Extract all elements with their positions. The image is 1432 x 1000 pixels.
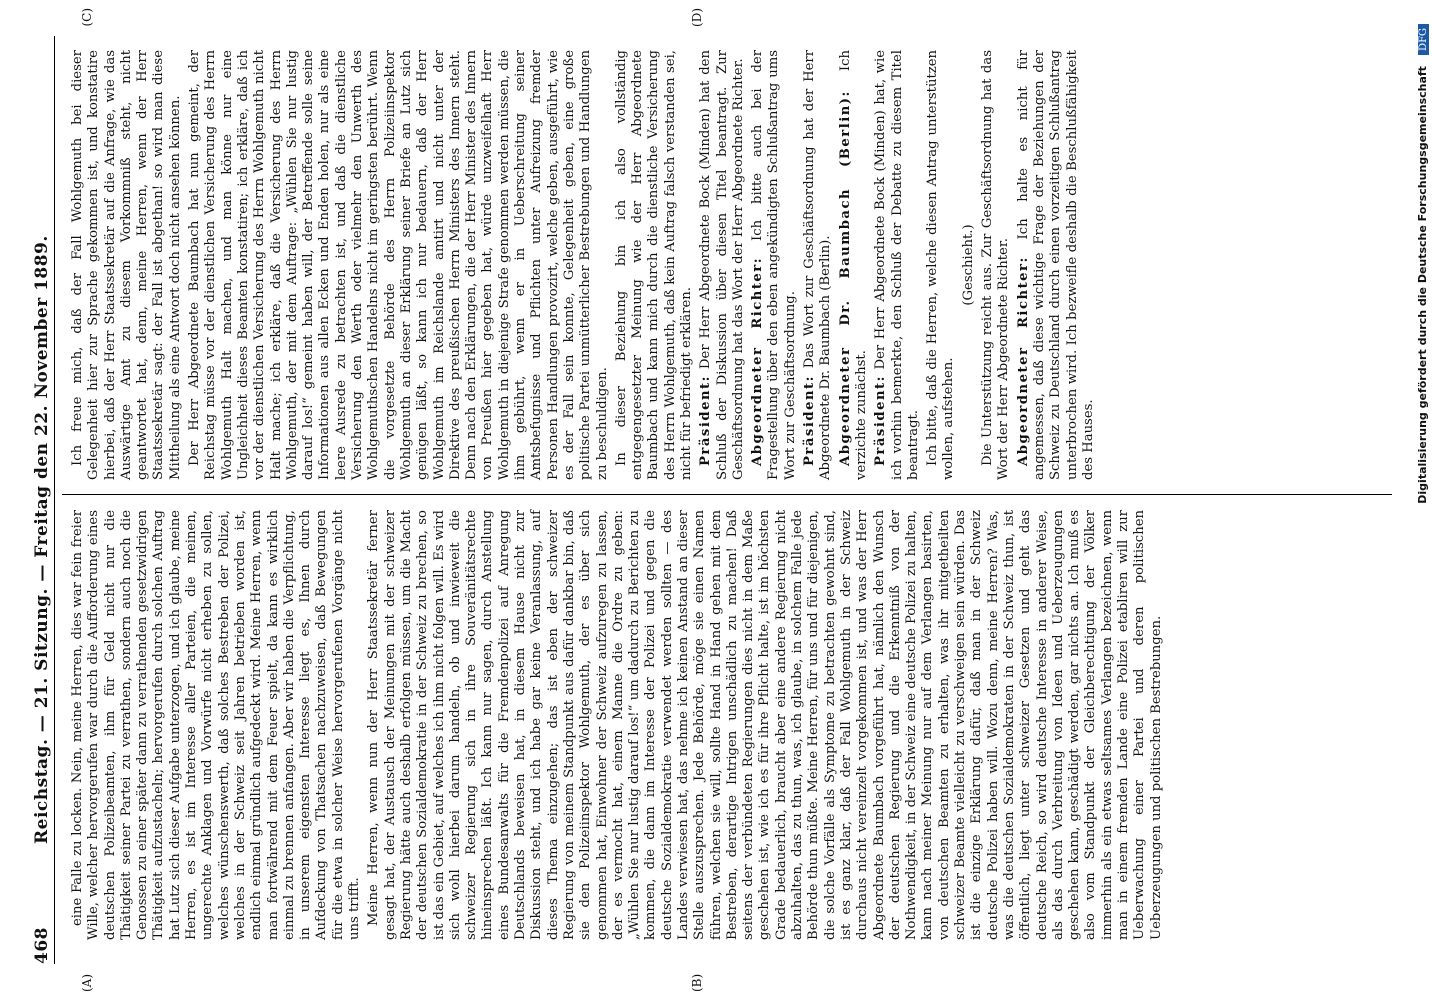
dfg-logo: DFG: [1418, 24, 1429, 55]
right-paragraph: Ich freue mich, daß der Fall Wohlgemuth bei dieser Gelegenheit hier zur Sprache gekommen ist, und konstatire hierbei, daß der Herr Staatssekretär auf die Anfrage, wie das Auswärtige Amt zu diesem Vorkommniß steht, nicht geantwortet hat, denn, meine Herren, wenn der Herr Staatssekretär sagt: der Fall ist abgethan! so wird man diese Mittheilung als eine Antwort doch nicht ansehen können.: [70, 50, 183, 480]
column-divider: [62, 494, 1392, 495]
speech-text: Das Wort zur Geschäftsordnung hat der Herr Abgeordnete Dr. Baumbach (Berlin).: [802, 50, 834, 480]
left-column: [70, 510, 1168, 940]
speech-paragraph: [698, 50, 747, 480]
speech-text: Der Herr Abgeordnete Bock (Minden) hat den Schluß der Diskussion über diesen Titel beantragt. Zur Geschäftsordnung hat das Wort der Herr Abgeordnete Richter.: [698, 50, 746, 480]
running-title: Reichstag. — 21. Sitzung. — Freitag den 22. November 1889.: [32, 235, 52, 844]
speaker-name: Abgeordneter Richter:: [1015, 256, 1031, 466]
right-paragraph: Der Herr Abgeordnete Baumbach hat nun gemeint, der Reichstag müsse vor der dienstlichen Versicherung des Herrn Wohlgemuth Halt machen, und man könne nur eine Ungleichheit dieses Beamten konstatiren; ich erkläre, daß ich vor der dienstlichen Versicherung des Herrn Wohlgemuth nicht Halt mache; ich erkläre, daß die Versicherung des Herrn Wohlgemuth, der mit dem Auftrage: „Wühlen Sie nur lustig darauf los!“ gemeint haben will, der Betreffende solle seine Informationen aus allen Ecken und Enden holen, nur als eine leere Ausrede zu betrachten ist, und daß die dienstliche Versicherung den Werth oder vielmehr den Unwerth des Wohlgemuthschen Handelns nicht im geringsten berührt. Wenn die vorgesetzte Behörde des Herrn Polizeiinspektor Wohlgemuth an dieser Erklärung seiner Briefe an Lutz sich genügen läßt, so kann ich nur bedauern, daß der Herr Wohlgemuth im Reichslande amtirt und nicht unter der Direktive des preußischen Herrn Ministers des Innern steht. Denn nach den Erklärungen, die der Herr Minister des Innern von Preußen hier gegeben hat, würde unzweifelhaft Herr Wohlgemuth in diejenige Strafe genommen werden müssen, die ihm gebührt, wenn er in Ueberschreitung seiner Amtsbefugnisse und Pflichten unter Aufreizung fremder Personen Handlungen provozirt, welche geben, ausgeführt, wie es der Fall sein konnte, Gelegenheit geben, eine große politische Partei unmütterlicher Bestrebungen und Handlungen zu beschuldigen.: [187, 50, 610, 480]
footer-credit: Digitalisierung gefördert durch die Deutsche Forschungsgemeinschaft: [1416, 66, 1429, 504]
speech-text: Ich bitte auch bei der Fragestellung über den eben angekündigten Schlußantrag ums Wort zur Geschäftsordnung.: [750, 49, 798, 480]
right-paragraph: Ich bitte, daß die Herren, welche diesen Antrag unterstützen wollen, aufstehen.: [925, 50, 957, 480]
speech-text: Ich verzichte zunächst.: [837, 49, 869, 480]
speech-paragraph: [1016, 50, 1097, 480]
margin-mark-a: (A): [80, 973, 94, 992]
speaker-name: Präsident:: [873, 374, 889, 466]
speech-paragraph: [873, 50, 922, 480]
margin-mark-d: (D): [690, 8, 704, 27]
margin-mark-b: (B): [690, 973, 704, 992]
left-paragraph-2: Meine Herren, wenn nun der Herr Staatssekretär ferner gesagt hat, der Austausch der Meinungen mit der schweizer Regierung hätte auch deshalb erfolgen müssen, um die Macht der deutschen Sozialdemokratie in der Schweiz zu brechen, so ist das ein Gebiet, auf welches ich ihm nicht folgen will. Es wird sich wohl hierbei darum handeln, ob und inwieweit die schweizer Regierung sich in ihre Souveränitätsrechte hineinsprechen läßt. Ich kann nur sagen, durch Anstellung eines Bundesanwalts für die Fremdenpolizei auf Anregung Deutschlands beweisen hat, in diesem Hause nicht zur Diskussion steht, und ich habe gar keine Veranlassung, auf dieses Thema einzugehen; das ist eben der schweizer Regierung von meinem Standpunkt aus dafür dankbar bin, daß sie den Polizeiinspektor Wohlgemuth, der es über sich genommen hat, Einwohner der Schweiz aufzuregen zu lassen, der es vermocht hat, einem Manne die Ordre zu geben: „Wühlen Sie nur lustig darauf los!“ um dadurch zu Berichten zu kommen, die dann im Interesse der Polizei und gegen die deutsche Sozialdemokratie verwendet werden sollten — des Landes verwiesen hat, das nehme ich keinen Anstand an dieser Stelle auszusprechen. Jede Behörde, möge sie einen Namen führen, welchen sie will, sollte Hand in Hand gehen mit dem Bestreben, derartige Intrigen unschädlich zu machen! Daß seitens der verbündeten Regierungen dies nicht in dem Maße geschehen ist, wie ich es für ihre Pflicht halte, ist im höchsten Grade bedauerlich, braucht aber eine andere Regierung nicht abzuhalten, das zu thun, was, ich glaube, in solchem Falle jede Behörde thun müßte. Meine Herren, für uns und für diejenigen, die solche Vorfälle als Symptome zu betrachten gewohnt sind, ist es ganz klar, daß der Fall Wohlgemuth in der Schweiz durchaus nicht vereinzelt vorgekommen ist, und was der Herr Abgeordnete Baumbach vorgeführt hat, nämlich den Wunsch der deutschen Regierung und die Erkenntniß von der Nothwendigkeit, in der Schweiz eine deutsche Polizei zu halten, kann nach meiner Meinung nur auf dem Verlangen basirten, von deutschen Beamten zu erhalten, was ihr mitgetheilten schweizer Beamte vielleicht zu verschweigen sein würden. Das ist die einzige Erklärung dafür, daß man in der Schweiz deutsche Polizei haben will. Wozu denn, meine Herren? Was, was die deutschen Sozialdemokraten in der Schweiz thun, ist öffentlich, liegt unter schweizer Gesetzen und geht das deutsche Reich, so wird deutsche Interesse in anderer Weise, als das durch Verbreitung von Ideen und Ueberzeugungen geschehen kann, geschädigt werden, gar nichts an. Ich muß es also vom Standpunkt der Gleichberechtigung der Völker immerhin als ein etwas seltsames Verlangen bezeichnen, wenn man in einem fremden Lande eine Polizei etabliren will zur Ueberwachung einer Partei und deren politischen Ueberzeugungen und politischen Bestrebungen.: [366, 510, 1164, 940]
page-header: [22, 36, 58, 964]
speech-paragraph: [802, 50, 835, 480]
speech-paragraph: [838, 50, 871, 480]
speech-text: Ich halte es nicht für angemessen, daß diese wichtige Frage der Beziehungen der Schweiz zu Deutschland durch einen vorzeitigen Schlußantrag unterbrochen wird. Ich bezweifle deshalb die Beschlußfähigkeit des Hauses.: [1015, 50, 1096, 480]
speaker-name: Abgeordneter Richter:: [750, 256, 766, 466]
left-paragraph-1: eine Falle zu locken. Nein, meine Herren, dies war fein freier Wille, welcher hervorgerufen war durch die Aufforderung eines deutschen Polizeibeamten, ihm für Geld nicht nur die Thätigkeit seiner Partei zu verrathen, sondern auch noch die Genossen zu einer später dann zu verrathenden gesetzwidrigen Thätigkeit aufzustacheln; hervorgerufen durch solchen Auftrag hat Lutz sich dieser Aufgabe unterzogen, und ich glaube, meine Herren, es ist im Interesse aller Parteien, die meinen, ungerechte Anklagen und Vorwürfe nicht erheben zu sollen, welches wünschenswerth, daß solches Bestreben der Polizei, welches in der Schweiz seit Jahren betrieben worden ist, endlich einmal gründlich aufgedeckt wird. Meine Herren, wenn man fortwährend mit dem Feuer spielt, da kann es wirklich einmal zu brennen anfangen. Aber wir haben die Verpflichtung, in unserem eigensten Interesse liegt es, Ihnen durch Aufdeckung von Thatsachen nachzuweisen, daß Bewegungen für die etwa in solcher Weise hervorgerufenen Vorgänge nicht uns trifft.: [70, 510, 363, 940]
right-paragraph: In dieser Beziehung bin ich also vollständig entgegengesetzter Meinung wie der Herr Abgeordnete Baumbach und kann mich durch die dienstliche Versicherung des Herrn Wohlgemuth, daß kein Auftrag falsch verstanden sei, nicht für befriedigt erklären.: [613, 50, 694, 480]
speaker-name: Abgeordneter Dr. Baumbach (Berlin):: [837, 90, 853, 466]
speech-text: Der Herr Abgeordnete Bock (Minden) hat, wie ich vorhin bemerkte, den Schluß der Debatte zu diesem Titel beantragt.: [873, 50, 921, 480]
right-paragraph: Die Unterstützung reicht aus. Zur Geschäftsordnung hat das Wort der Herr Abgeordnete Richter.: [980, 50, 1012, 480]
page-number: 468: [32, 927, 52, 964]
header-rule: [54, 36, 55, 964]
speech-paragraph: [750, 50, 799, 480]
margin-mark-c: (C): [80, 8, 94, 27]
stage-direction: (Geschieht.): [960, 224, 976, 306]
speaker-name: Präsident:: [698, 374, 714, 466]
speaker-name: Präsident:: [802, 374, 818, 466]
right-column: [70, 50, 1100, 480]
footer: [1411, 24, 1430, 504]
